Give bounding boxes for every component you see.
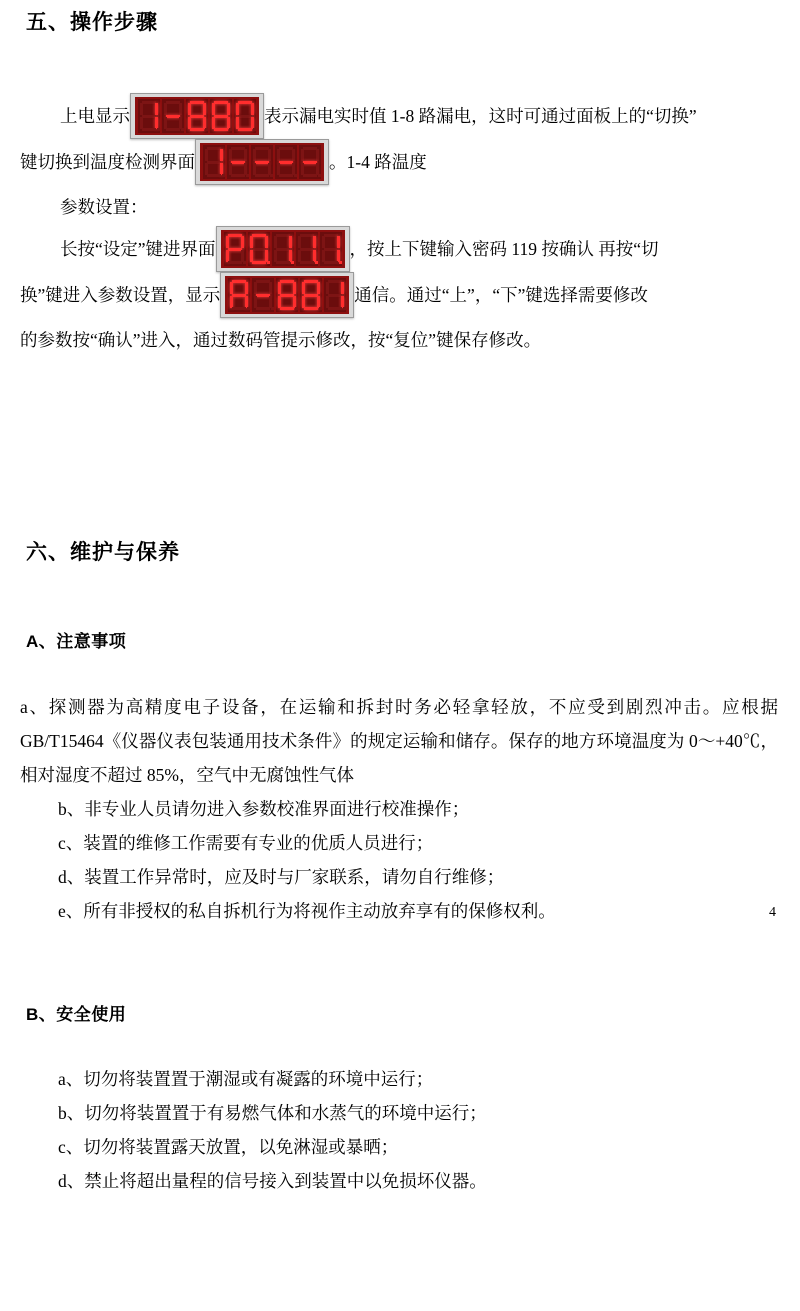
led-digit [186, 99, 208, 133]
led-digit [296, 232, 318, 266]
led-display-temperature [195, 139, 329, 185]
section5-line-3 [20, 187, 778, 228]
section5-line4-pre: 长按“设定”键进界面 [60, 239, 216, 260]
led-inner [225, 276, 349, 314]
led-digit [224, 232, 246, 266]
subsection-title-precautions: A、注意事项 [26, 632, 127, 651]
section5-line-2 [20, 141, 778, 187]
led-digit [210, 99, 232, 133]
subsection-b-body [20, 1062, 778, 1198]
led-digit [275, 145, 297, 179]
section5-line-1 [20, 95, 778, 141]
led-digit [138, 99, 160, 133]
led-digit [320, 232, 342, 266]
safe-use-item-d: d、禁止将超出量程的信号接入到装置中以免损坏仪器。 [58, 1171, 487, 1191]
led-display-comm [220, 272, 354, 318]
section5-line4-post: ，按上下键输入密码 119 按确认 再按“切 [349, 239, 659, 260]
led-inner [221, 230, 345, 268]
led-inner [200, 143, 324, 181]
led-digit [248, 232, 270, 266]
precautions-item-e: e、所有非授权的私自拆机行为将视作主动放弃享有的保修权利。 [58, 901, 556, 921]
led-digit [324, 278, 346, 312]
subsection-title-safe-use: B、安全使用 [26, 1005, 127, 1024]
subsection-a-body [20, 690, 778, 928]
section5-body [20, 95, 778, 361]
led-digit [234, 99, 256, 133]
led-digit [227, 145, 249, 179]
precautions-item-b: b、非专业人员请勿进入参数校准界面进行校准操作； [58, 799, 470, 819]
section5-line1-post: 表示漏电实时值 1-8 路漏电，这时可通过面板上的“切换” [264, 106, 697, 127]
led-digit [272, 232, 294, 266]
section5-line5-post: 通信。通过“上”，“下”键选择需要修改 [354, 285, 648, 306]
section5-line2-pre: 键切换到温度检测界面 [20, 152, 195, 173]
section5-line-6 [20, 320, 778, 361]
section5-line3: 参数设置： [60, 197, 148, 217]
page-number: 4 [769, 905, 776, 920]
precautions-paragraph: a、探测器为高精度电子设备，在运输和拆封时务必轻拿轻放，不应受到剧烈冲击。应根据 GB/T15464《仪器仪表包装通用技术条件》的规定运输和储存。保存的地方环境温度为 0～+40℃，相对湿度不超过 85%，空气中无腐蚀性气体 [20, 697, 778, 785]
led-digit [252, 278, 274, 312]
section5-line6: 的参数按“确认”进入，通过数码管提示修改，按“复位”键保存修改。 [20, 330, 542, 350]
led-digit [203, 145, 225, 179]
safe-use-item-a: a、切勿将装置置于潮湿或有凝露的环境中运行； [58, 1069, 434, 1089]
safe-use-item-b: b、切勿将装置置于有易燃气体和水蒸气的环境中运行； [58, 1103, 487, 1123]
precautions-item-c: c、装置的维修工作需要有专业的优质人员进行； [58, 833, 434, 853]
precautions-item-d: d、装置工作异常时，应及时与厂家联系，请勿自行维修； [58, 867, 505, 887]
section5-line2-post: 。1-4 路温度 [329, 152, 427, 173]
section-title-maintenance: 六、维护与保养 [26, 541, 180, 564]
led-digit [299, 145, 321, 179]
led-digit [228, 278, 250, 312]
section5-line5-pre: 换”键进入参数设置，显示 [20, 285, 221, 306]
section5-line-4 [20, 228, 778, 274]
led-digit [162, 99, 184, 133]
led-display-leakage [130, 93, 264, 139]
section5-line-5 [20, 274, 778, 320]
led-digit [300, 278, 322, 312]
safe-use-item-c: c、切勿将装置露天放置，以免淋湿或暴晒； [58, 1137, 399, 1157]
section5-line1-pre: 上电显示 [60, 106, 130, 127]
section-title-operation-steps: 五、操作步骤 [26, 11, 158, 34]
led-digit [251, 145, 273, 179]
led-display-password [216, 226, 350, 272]
led-inner [135, 97, 259, 135]
led-digit [276, 278, 298, 312]
